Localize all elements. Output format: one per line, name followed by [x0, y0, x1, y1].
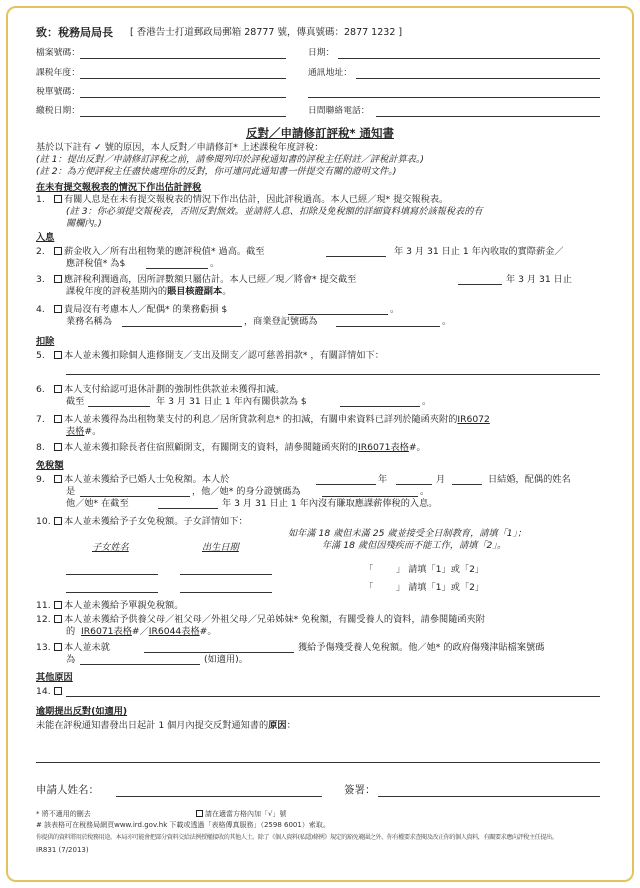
item-3-year-field[interactable]	[458, 284, 502, 285]
address-field-2[interactable]	[308, 97, 600, 98]
child-name-column: 子女姓名	[92, 542, 129, 553]
item-3-text: 應評稅利潤過高，因所評數額只屬估計。本人已經／現／將會* 提交截至	[64, 274, 357, 285]
phone-label: 日間聯絡電話：	[308, 106, 370, 116]
phone-field[interactable]	[376, 116, 600, 117]
item-13-number: 13.	[36, 642, 51, 653]
file-no-field[interactable]	[80, 58, 286, 59]
item-2-checkbox[interactable]	[54, 247, 62, 255]
item-14-checkbox[interactable]	[54, 687, 62, 695]
item-13-checkbox[interactable]	[54, 643, 62, 651]
child-code-hint-1: 」 請填「1」或「2」	[396, 564, 485, 575]
signature-field[interactable]	[378, 796, 600, 797]
child-dob-column: 出生日期	[202, 542, 239, 553]
section-income-title: 入息	[36, 232, 55, 243]
item-3-checkbox[interactable]	[54, 275, 62, 283]
item-9-day-field[interactable]	[452, 484, 482, 485]
tax-year-field[interactable]	[80, 78, 286, 79]
item-3-number: 3.	[36, 274, 45, 285]
note-1: (註 1：提出反對／申請修訂評稅之前，請參閱列印於評稅通知書的評稅主任附註／評稅計算表。)	[36, 154, 425, 165]
tax-office-address: [ 香港告士打道郵政局郵箱 28777 號，傳真號碼：2877 1232 ]	[130, 27, 403, 38]
item-10-note-2: 年滿 18 歲但因殘疾而不能工作，請填「2」。	[322, 540, 507, 551]
section-deductions-title: 扣除	[36, 336, 55, 347]
item-6-ending-label: 截至	[66, 396, 85, 407]
item-4-br-label: ，商業登記號碼為	[244, 316, 318, 327]
item-4-loss-field[interactable]	[288, 314, 388, 315]
date-label: 日期：	[308, 48, 335, 58]
footnote-tick: 請在適當方格內加「√」號	[205, 810, 287, 818]
address-field-1[interactable]	[356, 78, 600, 79]
item-11-text: 本人並未獲給予單親免稅額。	[64, 600, 184, 611]
item-10-number: 10.	[36, 516, 51, 527]
item-10-text: 本人並未獲給予子女免稅額。子女詳情如下：	[64, 516, 248, 527]
item-2-year-field[interactable]	[326, 256, 386, 257]
ir6071-form-link[interactable]: IR6071表格	[358, 442, 409, 453]
charge-no-field[interactable]	[80, 97, 286, 98]
item-7-form-link[interactable]: 表格	[66, 426, 85, 437]
late-reason-field[interactable]	[36, 762, 600, 763]
item-5-details-field[interactable]	[66, 374, 600, 375]
item-6-text: 本人支付給認可退休計劃的強制性供款並未獲得扣減。	[64, 384, 285, 395]
item-9-text-3: 年 3 月 31 日止 1 年內沒有賺取應課薪俸稅的入息。	[222, 498, 438, 509]
signature-label: 簽署：	[344, 784, 376, 796]
section-other-title: 其他原因	[36, 672, 73, 683]
child-dob-field-1[interactable]	[180, 574, 272, 575]
item-4-business-field[interactable]	[122, 326, 242, 327]
item-7-text: 本人並未獲得為出租物業支付的利息／居所貸款利息* 的扣減，有關申索資料已詳列於隨函夾附的	[64, 414, 458, 425]
item-7-checkbox[interactable]	[54, 415, 62, 423]
item-13-text-2: 獲給予傷殘受養人免稅額。他／她* 的政府傷殘津貼檔案號碼	[298, 642, 545, 653]
item-3-text-2: 年 3 月 31 日止	[506, 274, 572, 285]
item-4-business-label: 業務名稱為	[66, 316, 112, 327]
file-no-label: 檔案號碼：	[36, 48, 80, 58]
item-12-text: 本人並未獲給予供養父母／祖父母／外祖父母／兄弟姊妹* 免稅額，有關受養人的資料，請參閱隨函夾附	[64, 614, 485, 625]
item-9-id-field[interactable]	[322, 496, 418, 497]
item-6-amount-field[interactable]	[340, 406, 420, 407]
privacy-statement: 你提供的資料將用於稅務用途。本局亦可能會把部分資料交給法例授權接收的其他人士。除了《個人資料(私隱)條例》規定的豁免範圍之外，你有權要求查閱及改正你的個人資料，有關要求應向評稅主任提出。	[36, 834, 558, 841]
item-4-text: 貴局沒有考慮本人／配偶* 的業務虧損 $	[64, 304, 228, 315]
intro-text: 基於以下註有 ✓ 號的原因，本人反對／申請修訂* 上述課稅年度評稅：	[36, 142, 324, 153]
item-6-number: 6.	[36, 384, 45, 395]
item-7-number: 7.	[36, 414, 45, 425]
footnote-strike: * 將不適用的刪去	[36, 810, 91, 818]
note-3-cont: 關欄內。)	[66, 218, 102, 229]
item-8-checkbox[interactable]	[54, 443, 62, 451]
item-1-checkbox[interactable]	[54, 195, 62, 203]
form-code: IR831 (7/2013)	[36, 846, 89, 854]
applicant-name-label: 申請人姓名：	[36, 784, 99, 796]
tax-date-label: 繳税日期：	[36, 106, 80, 116]
item-14-number: 14.	[36, 686, 51, 697]
item-9-month-field[interactable]	[396, 484, 432, 485]
charge-no-label: 稅單號碼：	[36, 87, 80, 97]
item-2-amount-label: 應評稅值* 為$	[66, 258, 126, 269]
tick-box-icon	[196, 810, 203, 817]
item-12-checkbox[interactable]	[54, 615, 62, 623]
child-code-hint-2: 」 請填「1」或「2」	[396, 582, 485, 593]
item-2-amount-field[interactable]	[146, 268, 208, 269]
note-3: (註 3：你必須提交報稅表，否則反對無效。並請將人息、扣除及免稅額的詳細資料填寫於該報稅表的有	[66, 206, 483, 217]
tax-date-field[interactable]	[80, 116, 286, 117]
item-13-if-applicable: (如適用)。	[204, 654, 248, 665]
addressee: 致：稅務局局長	[36, 26, 113, 39]
item-8-text: 本人並未獲扣除長者住宿照顧開支，有關開支的資料，請參閱隨函夾附的	[64, 442, 358, 453]
item-9-text: 本人並未獲給予已婚人士免稅額。本人於	[64, 474, 230, 485]
item-9-checkbox[interactable]	[54, 475, 62, 483]
item-9-spouse-name-field[interactable]	[80, 496, 190, 497]
item-5-text: 本人並未獲扣除個人進修開支／支出及開支／認可慈善捐款* ，有關詳情如下：	[64, 350, 384, 361]
item-11-number: 11.	[36, 600, 51, 611]
item-11-checkbox[interactable]	[54, 601, 62, 609]
item-9-id-label: ，他／她* 的身分證號碼為	[192, 486, 301, 497]
item-14-reason-field[interactable]	[66, 696, 600, 697]
item-1-text: 有關人息是在未有提交報稅表的情況下作出估計，因此評稅過高。本人已經／現* 提交報稅表。	[64, 194, 449, 205]
item-13-dependant-field[interactable]	[144, 652, 294, 653]
ir6071-link-2[interactable]: IR6071表格	[81, 626, 132, 637]
section-allowances-title: 免稅額	[36, 460, 64, 471]
item-5-checkbox[interactable]	[54, 351, 62, 359]
child-name-field-2[interactable]	[66, 592, 158, 593]
item-2-text: 薪金收入／所有出租物業的應評稅值* 過高。截至	[64, 246, 265, 257]
child-dob-field-2[interactable]	[180, 592, 272, 593]
item-12-number: 12.	[36, 614, 51, 625]
item-1-number: 1.	[36, 194, 45, 205]
applicant-name-field[interactable]	[116, 796, 322, 797]
item-9-year-field[interactable]	[316, 484, 376, 485]
form-title: 反對／申請修訂評稅* 通知書	[246, 126, 395, 140]
item-9-number: 9.	[36, 474, 45, 485]
item-6-year-field[interactable]	[88, 406, 150, 407]
item-4-checkbox[interactable]	[54, 305, 62, 313]
item-6-amount-label: 年 3 月 31 日止 1 年內有關供款為 $	[156, 396, 307, 407]
item-6-checkbox[interactable]	[54, 385, 62, 393]
date-field[interactable]	[338, 58, 600, 59]
section-late-title: 逾期提出反對(如適用)	[36, 706, 128, 717]
child-name-field-1[interactable]	[66, 574, 158, 575]
item-9-ending-year-field[interactable]	[158, 508, 218, 509]
ir6044-link[interactable]: IR6044表格	[148, 626, 200, 637]
item-10-note-1: 如年滿 18 歲但未滿 25 歲並接受全日制教育，請填「1」；	[288, 528, 527, 539]
item-4-number: 4.	[36, 304, 45, 315]
note-2: (註 2：為方便評稅主任盡快處理你的反對，你可連同此通知書一併提交有關的證明文件。)	[36, 166, 397, 177]
item-10-checkbox[interactable]	[54, 517, 62, 525]
section-estimate-title: 在未有提交報稅表的情況下作出估計評稅	[36, 182, 202, 193]
item-3-certified-copy: 賬目核證副本	[167, 286, 223, 297]
item-4-br-field[interactable]	[336, 326, 440, 327]
late-reason-text: 未能在評稅通知書發出日起計 1 個月內提交反對通知書的	[36, 720, 269, 731]
item-3-text-3: 課稅年度的評稅基期內的	[66, 286, 168, 297]
item-5-number: 5.	[36, 350, 45, 361]
item-8-number: 8.	[36, 442, 45, 453]
tax-year-label: 課税年度：	[36, 68, 80, 78]
item-2-text-2: 年 3 月 31 日止 1 年內收取的實際薪金／	[394, 246, 564, 257]
item-13-text: 本人並未就	[64, 642, 110, 653]
item-2-number: 2.	[36, 246, 45, 257]
form: 致：稅務局局長 [ 香港告士打道郵政局郵箱 28777 號，傳真號碼：2877 1232 ] 檔案號碼： 日期： 課税年度： 通訊地址： 稅單號碼： 繳税日期： 日間聯絡電話： 反對／申請修訂評稅* 通知書 基於以下註有 ✓ 號的原因，本人反對／申請修訂* 上述課稅年度評稅： (註 1：提出反對／申請修訂評稅之前，請參閱列印於評稅通知書的評稅主任附註／評稅計算表。) (註 2：為方便評稅主任盡快處理你的反對，你可連同此通知書一併提交有關的證明文件。) 在未有提交報稅表的情況下作出估計評稅 1. 有關人息是在未有提交報稅表的情況下作出估計，因此評稅過高。本人已經／現* 提交報稅表。 (註 3：你必須提交報稅表，否則反對無效。並請將人息、扣除及免稅額的詳細資料填寫於該報稅表的有 關欄內。) 入息 2. 薪金收入／所有出租物業的應評稅值* 過高。截至 年 3 月 31 日止 1 年內收取的實際薪金／ 應評稅值* 為$ 。 3. 應評稅利潤過高，因所評數額只屬估計。本人已經／現／將會* 提交截至 年 3 月 31 日止 課稅年度的評稅基期內的賬目核證副本。 4. 貴局沒有考慮本人／配偶* 的業務虧損 $ 。 業務名稱為 ，商業登記號碼為 。 扣除 5. 本人並未獲扣除個人進修開支／支出及開支／認可慈善捐款* ，有關詳情如下： 6. 本人支付給認可退休計劃的強制性供款並未獲得扣減。 截至 年 3 月 31 日止 1 年內有關供款為 $ 。 7. 本人並未獲得為出租物業支付的利息／居所貸款利息* 的扣減，有關申索資料已詳列於隨函夾附的IR6072 表格#。 8. 本人並未獲扣除長者住宿照顧開支，有關開支的資料，請參閱隨函夾附的IR6071表格#。 免稅額 9. 本人並未獲給予已婚人士免稅額。本人於 年 月 日結婚，配偶的姓名 是 ，他／她* 的身分證號碼為 。 他／她* 在截至 年 3 月 31 日止 1 年內沒有賺取應課薪俸稅的入息。 10. 本人並未獲給予子女免稅額。子女詳情如下： 如年滿 18 歲但未滿 25 歲並接受全日制教育，請填「1」； 年滿 18 歲但因殘疾而不能工作，請填「2」。 子女姓名 出生日期 「 」 請填「1」或「2」 「 」 請填「1」或「2」 11. 本人並未獲給予單親免稅額。 12. 本人並未獲給予供養父母／祖父母／外祖父母／兄弟姊妹* 免稅額，有關受養人的資料，請參閱隨函夾附 的 IR6071表格#／IR6044表格#。 13. 本人並未就 獲給予傷殘受養人免稅額。他／她* 的政府傷殘津貼檔案號碼 為 (如適用)。 其他原因 14. 逾期提出反對(如適用) 未能在評稅通知書發出日起計 1 個月內提交反對通知書的原因： 申請人姓名： 簽署： * 將不適用的刪去 請在適當方格內加「√」號 # 該表格可在稅務局網頁www.ird.gov.hk 下載或透過「表格傳真服務」（2598 6001）索取。 你提供的資料將用於稅務用途。本局亦可能會把部分資料交給法例授權接收的其他人士。除了《個人資料(私隱)條例》規定的豁免範圍之外，你有權要求查閱及改正你的個人資料，有關要求應向評稅主任提出。 IR831 (7/2013)	[26, 18, 608, 876]
ir6072-form-link[interactable]: IR6072	[457, 414, 490, 425]
address-label: 通訊地址：	[308, 68, 352, 78]
item-13-file-no-field[interactable]	[80, 664, 200, 665]
footnote-download: # 該表格可在稅務局網頁www.ird.gov.hk 下載或透過「表格傳真服務」（2598 6001）索取。	[36, 821, 330, 829]
